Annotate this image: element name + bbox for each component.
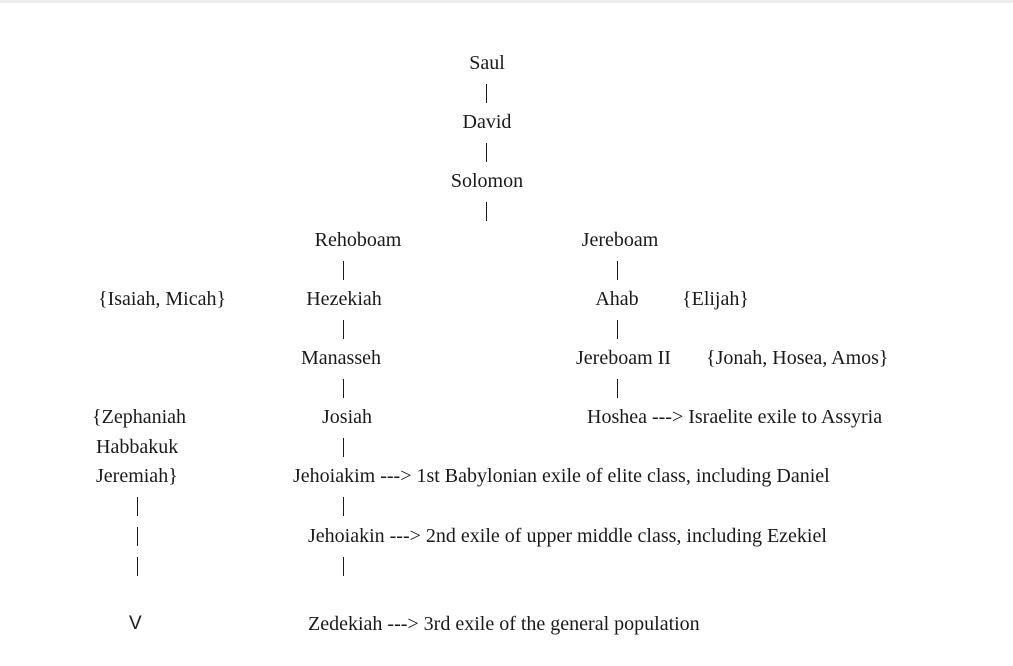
connector-hezekiah-manasseh — [343, 320, 344, 339]
manasseh-label: Manasseh — [301, 347, 381, 369]
connector-jereboam-ahab — [617, 261, 618, 280]
hoshea-label: Hoshea ---> Israelite exile to Assyria — [587, 406, 883, 428]
connector-jereboam-ii-hoshea — [617, 379, 618, 398]
saul-label: Saul — [469, 52, 505, 74]
jehoiakin-label: Jehoiakin ---> 2nd exile of upper middle class, including Ezekiel — [308, 525, 827, 547]
jehoiakim-label: Jehoiakim ---> 1st Babylonian exile of elite class, including Daniel — [293, 465, 830, 487]
prophets-elijah: {Elijah} — [682, 288, 749, 310]
hezekiah-label: Hezekiah — [306, 288, 382, 310]
prophets-jeremiah: Jeremiah} — [96, 465, 178, 487]
connector-jehoiakim-jehoiakin — [343, 497, 344, 516]
prophets-timeline-bar-2 — [137, 527, 138, 546]
prophets-isaiah-micah: {Isaiah, Micah} — [98, 288, 227, 310]
connector-ahab-jereboam-ii — [617, 320, 618, 339]
prophets-zephaniah: {Zephaniah — [92, 406, 187, 428]
josiah-label: Josiah — [322, 406, 372, 428]
zedekiah-label: Zedekiah ---> 3rd exile of the general population — [308, 613, 700, 635]
connector-jehoiakin-zedekiah — [343, 557, 344, 576]
prophets-jonah-hosea-amos: {Jonah, Hosea, Amos} — [706, 347, 889, 369]
ahab-label: Ahab — [595, 288, 639, 310]
jereboam-label: Jereboam — [581, 229, 659, 251]
connector-saul-david — [486, 84, 487, 103]
solomon-label: Solomon — [450, 170, 524, 192]
prophets-timeline-bar-1 — [137, 497, 138, 516]
rehoboam-label: Rehoboam — [314, 229, 402, 251]
prophets-habbakuk: Habbakuk — [96, 436, 179, 458]
connector-josiah-jehoiakim — [343, 438, 344, 457]
connector-manasseh-josiah — [343, 379, 344, 398]
prophets-timeline-bar-3 — [137, 557, 138, 576]
connector-david-solomon — [486, 143, 487, 162]
david-label: David — [462, 111, 512, 133]
top-border — [0, 0, 1013, 3]
prophets-timeline-arrow-head: V — [129, 613, 142, 634]
connector-rehoboam-hezekiah — [343, 261, 344, 280]
connector-solomon-split — [486, 202, 487, 221]
jereboam-ii-label: Jereboam II — [576, 347, 671, 369]
